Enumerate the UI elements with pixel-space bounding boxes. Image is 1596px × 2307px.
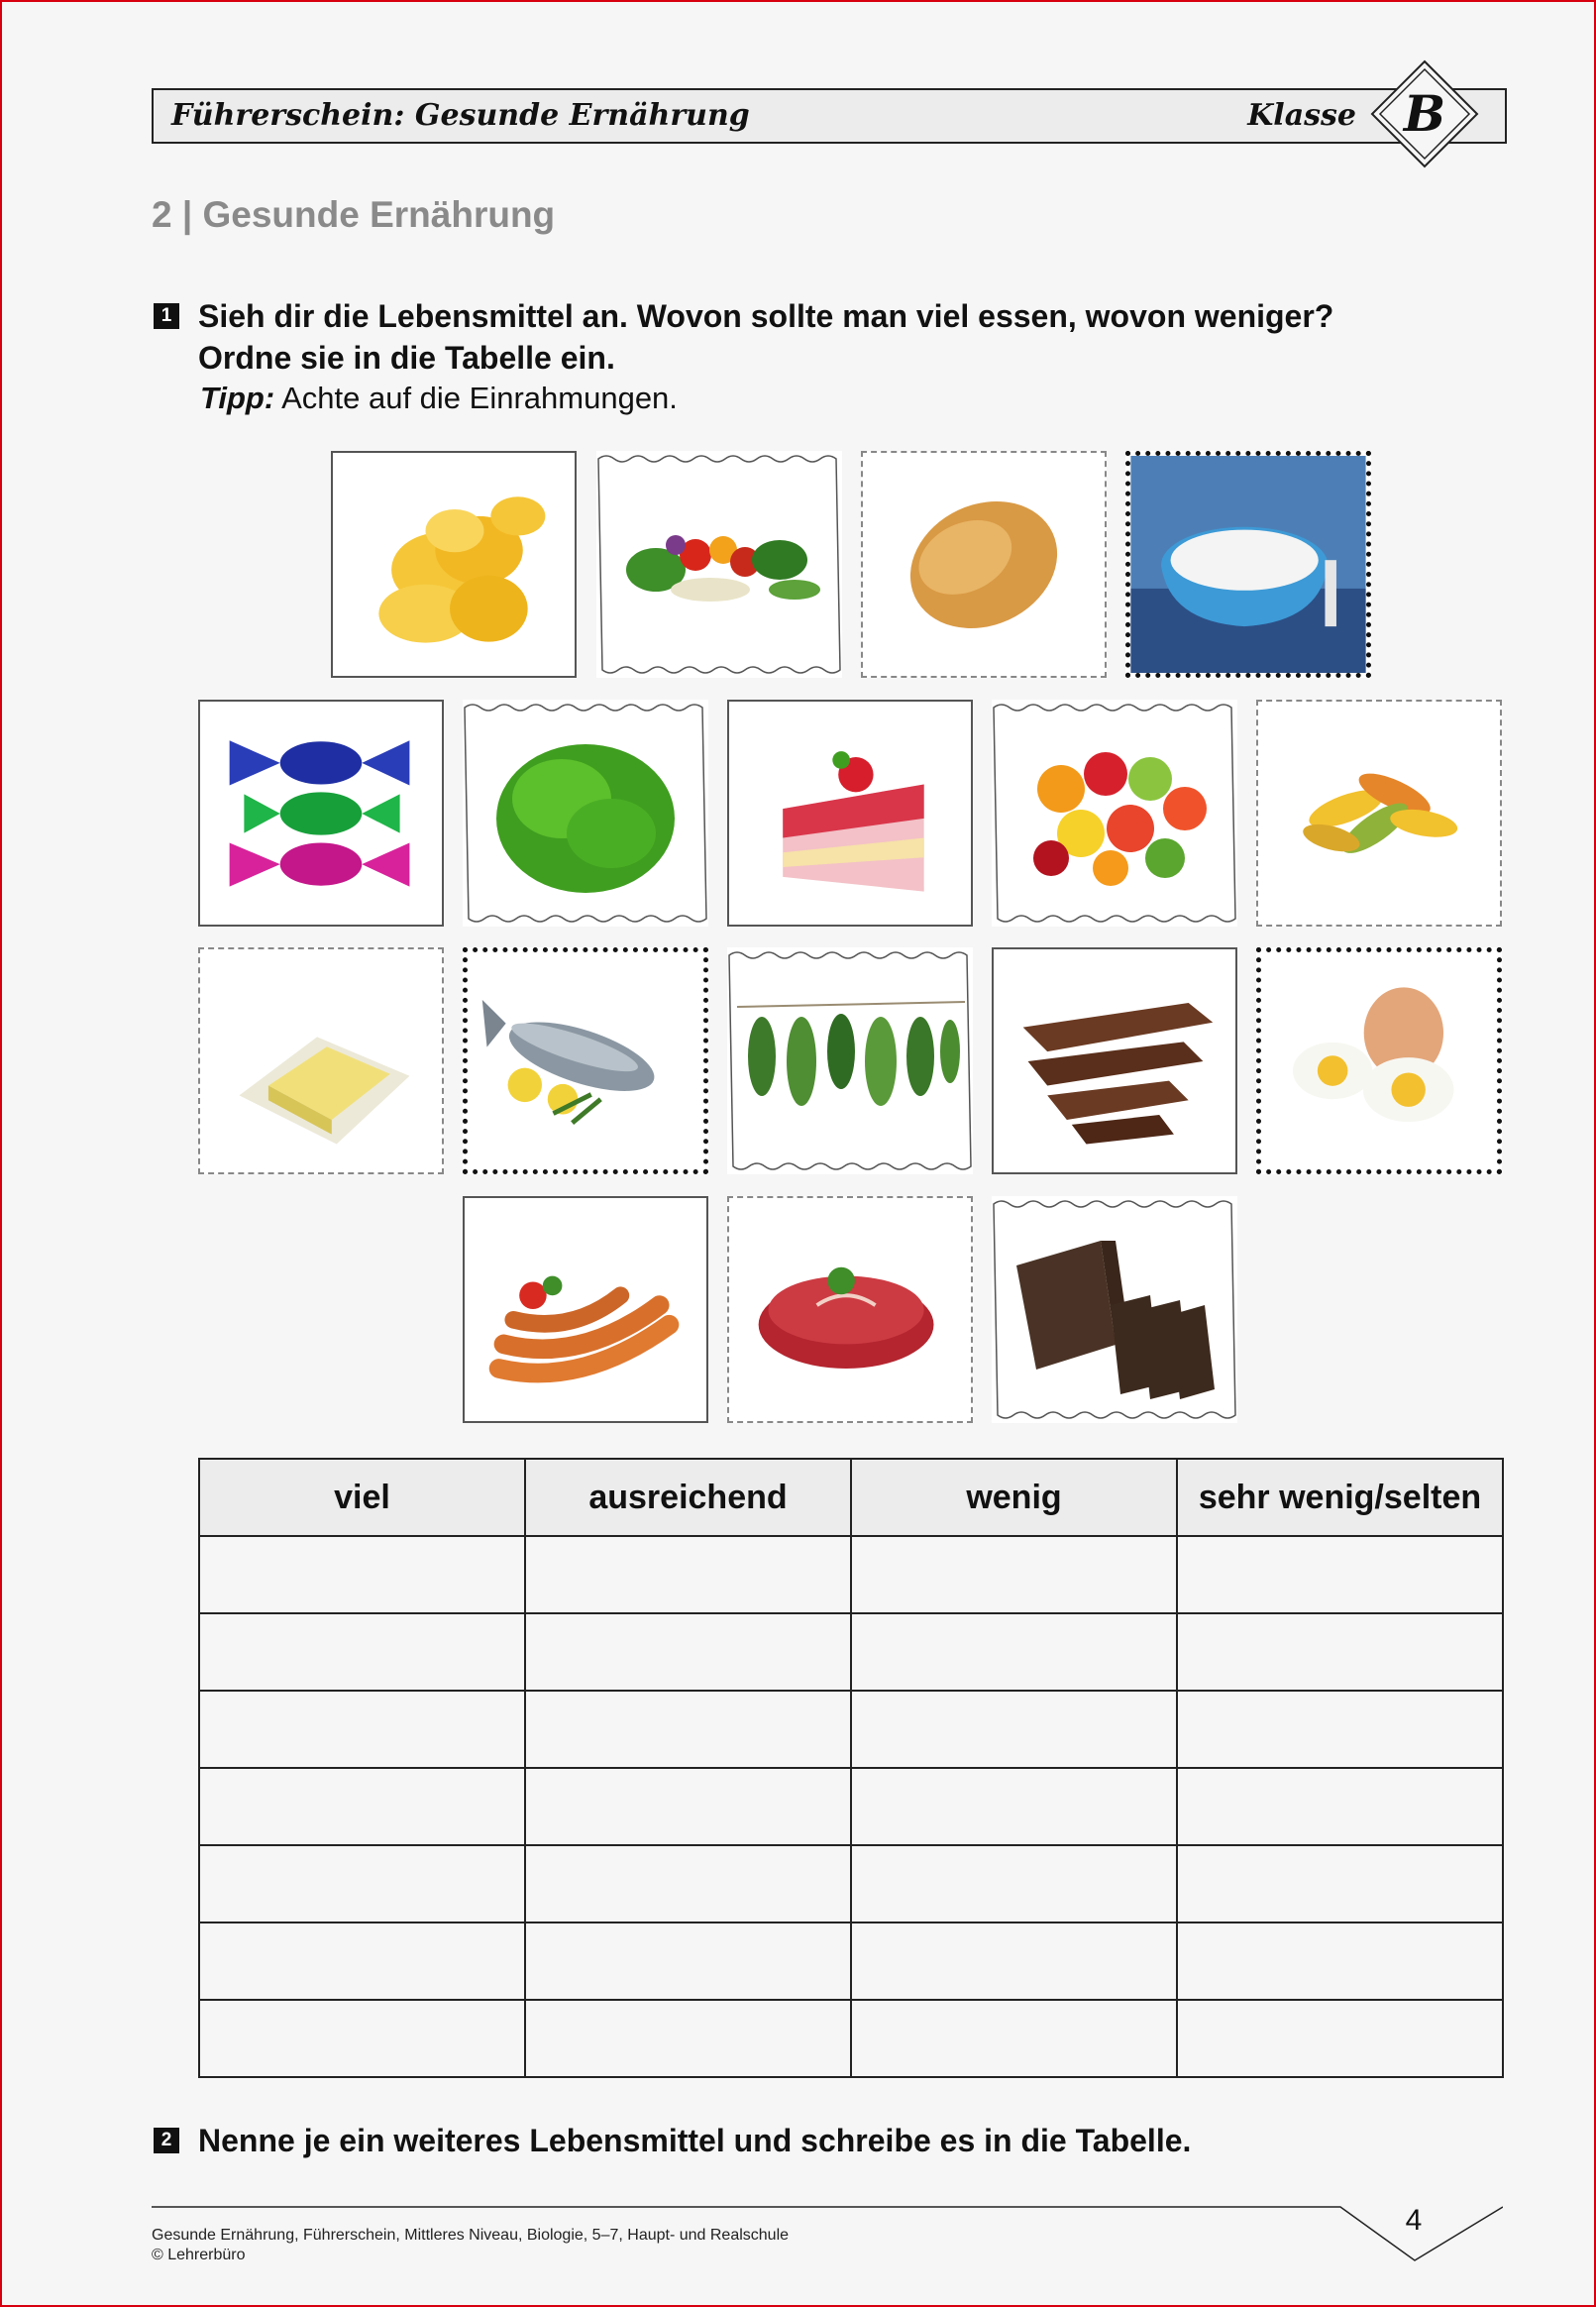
food-card-broetchen — [861, 451, 1107, 678]
food-card-eier — [1256, 947, 1502, 1174]
task-number-2: 2 — [154, 2128, 179, 2153]
table-row — [199, 2000, 1503, 2077]
tip-text: Achte auf die Einrahmungen. — [274, 381, 678, 415]
table-cell[interactable] — [1177, 1613, 1503, 1691]
table-row — [199, 1922, 1503, 2000]
task1-tip — [200, 381, 678, 416]
food-card-butter — [198, 947, 444, 1174]
table-cell[interactable] — [1177, 1922, 1503, 2000]
food-card-salat — [463, 700, 708, 927]
page-number: 4 — [1405, 2204, 1423, 2237]
yogurt-image — [1130, 456, 1366, 673]
table-cell[interactable] — [851, 1768, 1177, 1845]
footer-line-2: © Lehrerbüro — [152, 2247, 246, 2263]
herbs-image — [727, 947, 973, 1174]
table-cell[interactable] — [851, 1613, 1177, 1691]
task-number-1: 1 — [154, 303, 179, 329]
table-row — [199, 1536, 1503, 1613]
table-cell[interactable] — [851, 1691, 1177, 1768]
section-title: 2 | Gesunde Ernährung — [152, 194, 556, 235]
table-cell[interactable] — [525, 1845, 851, 1922]
tip-label: Tipp: — [200, 381, 275, 415]
food-card-joghurt — [1125, 451, 1371, 678]
wholegrain-bread-image — [992, 1196, 1237, 1423]
table-cell[interactable] — [199, 1536, 525, 1613]
chips-image — [333, 453, 575, 676]
klasse-label: Klasse — [1247, 98, 1356, 133]
food-card-kraeuter — [727, 947, 973, 1174]
column-header-ausreichend: ausreichend — [525, 1459, 851, 1536]
table-cell[interactable] — [1177, 1691, 1503, 1768]
meat-image — [729, 1198, 971, 1421]
header-bar — [152, 88, 1507, 144]
fish-image — [468, 952, 703, 1169]
sausages-image — [465, 1198, 706, 1421]
table-row — [199, 1845, 1503, 1922]
candy-image — [200, 702, 442, 925]
food-card-wuerstchen — [463, 1196, 708, 1423]
food-card-gemuese — [596, 451, 842, 678]
table-cell[interactable] — [1177, 1536, 1503, 1613]
column-header-sehr-wenig: sehr wenig/selten — [1177, 1459, 1503, 1536]
food-card-schokolade — [992, 947, 1237, 1174]
food-card-bonbons — [198, 700, 444, 927]
footer-line-1: Gesunde Ernährung, Führerschein, Mittleres Niveau, Biologie, 5–7, Haupt- und Realschule — [152, 2227, 790, 2244]
klasse-badge — [1370, 59, 1479, 168]
task1-instruction-line1: Sieh dir die Lebensmittel an. Wovon sollte man viel essen, wovon weniger? — [198, 298, 1334, 334]
column-header-viel: viel — [199, 1459, 525, 1536]
table-cell[interactable] — [1177, 1768, 1503, 1845]
table-cell[interactable] — [1177, 2000, 1503, 2077]
table-cell[interactable] — [199, 2000, 525, 2077]
table-header-row — [199, 1459, 1503, 1536]
vegetables-image — [596, 451, 842, 678]
table-row — [199, 1691, 1503, 1768]
column-header-wenig: wenig — [851, 1459, 1177, 1536]
table-cell[interactable] — [525, 1613, 851, 1691]
bread-roll-image — [863, 453, 1105, 676]
table-cell[interactable] — [525, 1536, 851, 1613]
footer-credit — [152, 2226, 789, 2265]
food-card-fisch — [463, 947, 708, 1174]
table-cell[interactable] — [199, 1613, 525, 1691]
table-cell[interactable] — [525, 1691, 851, 1768]
task1-instruction-line2: Ordne sie in die Tabelle ein. — [198, 340, 615, 376]
lettuce-image — [463, 700, 708, 927]
table-cell[interactable] — [851, 1922, 1177, 2000]
klasse-value: B — [1403, 84, 1446, 143]
cake-image — [729, 702, 971, 925]
table-cell[interactable] — [525, 1922, 851, 2000]
pasta-image — [1258, 702, 1500, 925]
table-cell[interactable] — [525, 1768, 851, 1845]
food-card-chips — [331, 451, 577, 678]
food-card-vollkornbrot — [992, 1196, 1237, 1423]
eggs-image — [1261, 952, 1497, 1169]
table-row — [199, 1768, 1503, 1845]
table-cell[interactable] — [851, 2000, 1177, 2077]
sorting-table — [198, 1458, 1504, 2078]
table-row — [199, 1613, 1503, 1691]
table-cell[interactable] — [199, 1922, 525, 2000]
table-cell[interactable] — [199, 1845, 525, 1922]
food-card-fleisch — [727, 1196, 973, 1423]
table-cell[interactable] — [525, 2000, 851, 2077]
table-cell[interactable] — [851, 1536, 1177, 1613]
chocolate-image — [994, 949, 1235, 1172]
food-card-nudeln — [1256, 700, 1502, 927]
table-cell[interactable] — [851, 1845, 1177, 1922]
table-cell[interactable] — [199, 1768, 525, 1845]
fruit-image — [992, 700, 1237, 927]
butter-image — [200, 949, 442, 1172]
food-card-obst — [992, 700, 1237, 927]
food-card-torte — [727, 700, 973, 927]
worksheet-title: Führerschein: Gesunde Ernährung — [171, 98, 750, 133]
task2-instruction: Nenne je ein weiteres Lebensmittel und schreibe es in die Tabelle. — [198, 2123, 1192, 2158]
table-cell[interactable] — [1177, 1845, 1503, 1922]
table-cell[interactable] — [199, 1691, 525, 1768]
